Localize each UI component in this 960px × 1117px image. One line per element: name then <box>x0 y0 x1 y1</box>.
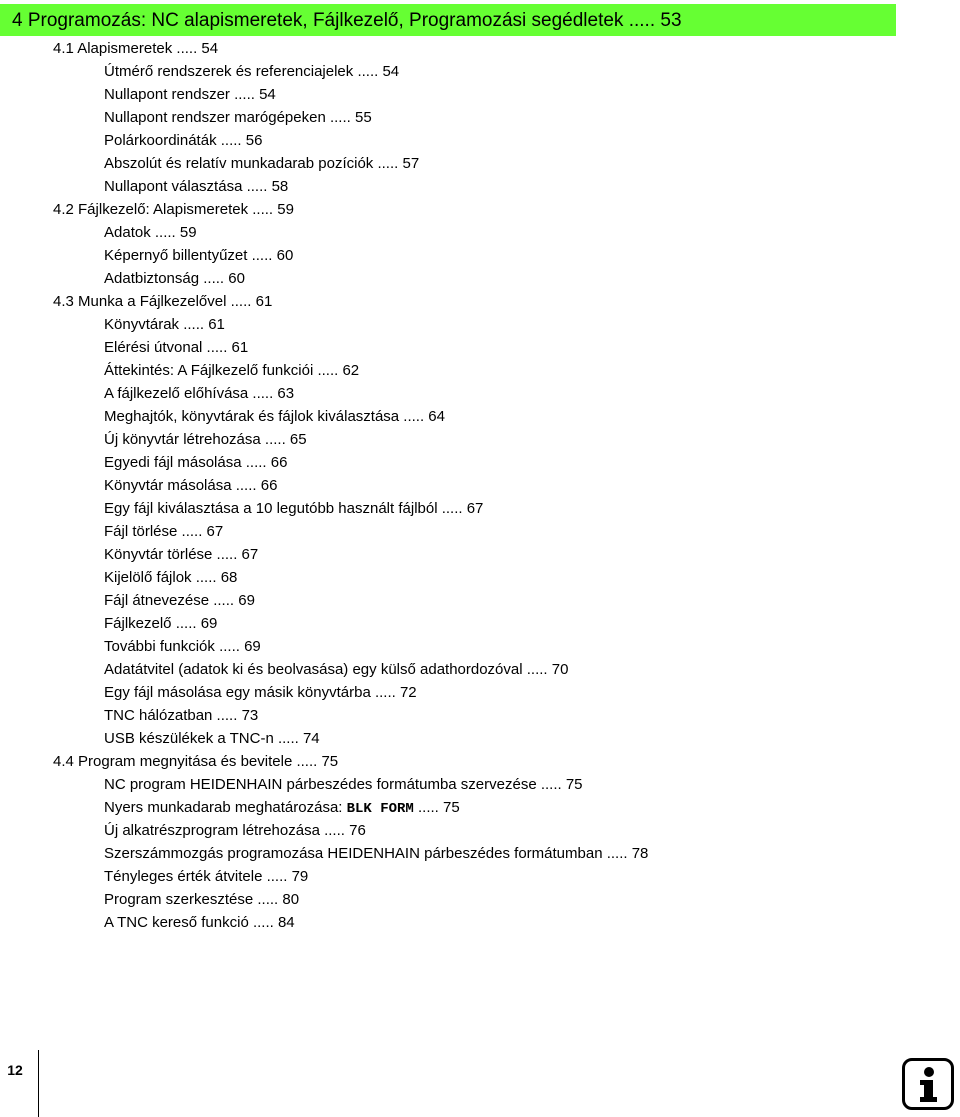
toc-entry-page: ..... 75 <box>413 799 460 816</box>
toc-section[interactable]: 4.1 Alapismeretek ..... 54 <box>53 40 219 57</box>
toc-entry[interactable]: Nullapont választása ..... 58 <box>104 178 289 195</box>
toc-entry[interactable] <box>104 797 460 819</box>
toc-entry[interactable]: Egy fájl kiválasztása a 10 legutóbb használt fájlból ..... 67 <box>104 500 484 517</box>
toc-entry[interactable]: Fájlkezelő ..... 69 <box>104 615 218 632</box>
toc-section[interactable]: 4.2 Fájlkezelő: Alapismeretek ..... 59 <box>53 201 294 218</box>
toc-entry[interactable]: Nullapont rendszer ..... 54 <box>104 86 276 103</box>
toc-entry[interactable]: Könyvtár törlése ..... 67 <box>104 546 259 563</box>
chapter-title[interactable]: 4 Programozás: NC alapismeretek, Fájlkezelő, Programozási segédletek ..... 53 <box>12 10 682 31</box>
toc-entry[interactable]: Nullapont rendszer marógépeken ..... 55 <box>104 109 372 126</box>
toc-entry[interactable]: Új alkatrészprogram létrehozása ..... 76 <box>104 822 366 839</box>
toc-entry[interactable]: Tényleges érték átvitele ..... 79 <box>104 868 309 885</box>
toc-entry[interactable]: Új könyvtár létrehozása ..... 65 <box>104 431 307 448</box>
toc-entry[interactable]: Szerszámmozgás programozása HEIDENHAIN párbeszédes formátumban ..... 78 <box>104 845 649 862</box>
toc-entry[interactable]: Útmérő rendszerek és referenciajelek ..... 54 <box>104 63 400 80</box>
toc-entry[interactable]: Adatbiztonság ..... 60 <box>104 270 245 287</box>
toc-entry[interactable]: Kijelölő fájlok ..... 68 <box>104 569 238 586</box>
toc-section[interactable]: 4.4 Program megnyitása és bevitele ..... 75 <box>53 753 339 770</box>
toc-entry[interactable]: Meghajtók, könyvtárak és fájlok kiválasztása ..... 64 <box>104 408 445 425</box>
toc-section[interactable]: 4.3 Munka a Fájlkezelővel ..... 61 <box>53 293 273 310</box>
toc-entry[interactable]: Áttekintés: A Fájlkezelő funkciói ..... 62 <box>104 362 360 379</box>
info-icon <box>902 1058 954 1110</box>
toc-entry[interactable]: További funkciók ..... 69 <box>104 638 261 655</box>
toc-entry[interactable]: Adatátvitel (adatok ki és beolvasása) egy külső adathordozóval ..... 70 <box>104 661 569 678</box>
toc-entry[interactable]: Képernyő billentyűzet ..... 60 <box>104 247 294 264</box>
toc-entry[interactable]: A TNC kereső funkció ..... 84 <box>104 914 295 931</box>
toc-entry[interactable]: NC program HEIDENHAIN párbeszédes formátumba szervezése ..... 75 <box>104 776 583 793</box>
chapter-banner <box>0 4 896 36</box>
toc-entry[interactable]: Polárkoordináták ..... 56 <box>104 132 263 149</box>
toc-entry[interactable]: Fájl átnevezése ..... 69 <box>104 592 255 609</box>
toc-entry[interactable]: Egyedi fájl másolása ..... 66 <box>104 454 288 471</box>
toc-entry[interactable]: Elérési útvonal ..... 61 <box>104 339 249 356</box>
toc-entry[interactable]: Abszolút és relatív munkadarab pozíciók ..... 57 <box>104 155 420 172</box>
toc-entry-text: Nyers munkadarab meghatározása: <box>104 799 347 816</box>
toc-entry[interactable]: Adatok ..... 59 <box>104 224 197 241</box>
page-number-divider <box>38 1050 39 1117</box>
toc-entry[interactable]: Egy fájl másolása egy másik könyvtárba ..... 72 <box>104 684 417 701</box>
page-number: 12 <box>7 1062 23 1078</box>
toc-entry[interactable]: Könyvtárak ..... 61 <box>104 316 225 333</box>
toc-entry[interactable]: TNC hálózatban ..... 73 <box>104 707 259 724</box>
toc-entry[interactable]: A fájlkezelő előhívása ..... 63 <box>104 385 295 402</box>
toc-entry[interactable]: Program szerkesztése ..... 80 <box>104 891 300 908</box>
toc-entry[interactable]: USB készülékek a TNC-n ..... 74 <box>104 730 320 747</box>
toc-entry[interactable]: Könyvtár másolása ..... 66 <box>104 477 278 494</box>
toc-entry[interactable]: Fájl törlése ..... 67 <box>104 523 224 540</box>
info-glyph <box>905 1061 951 1107</box>
toc-entry-code: BLK FORM <box>346 801 414 817</box>
